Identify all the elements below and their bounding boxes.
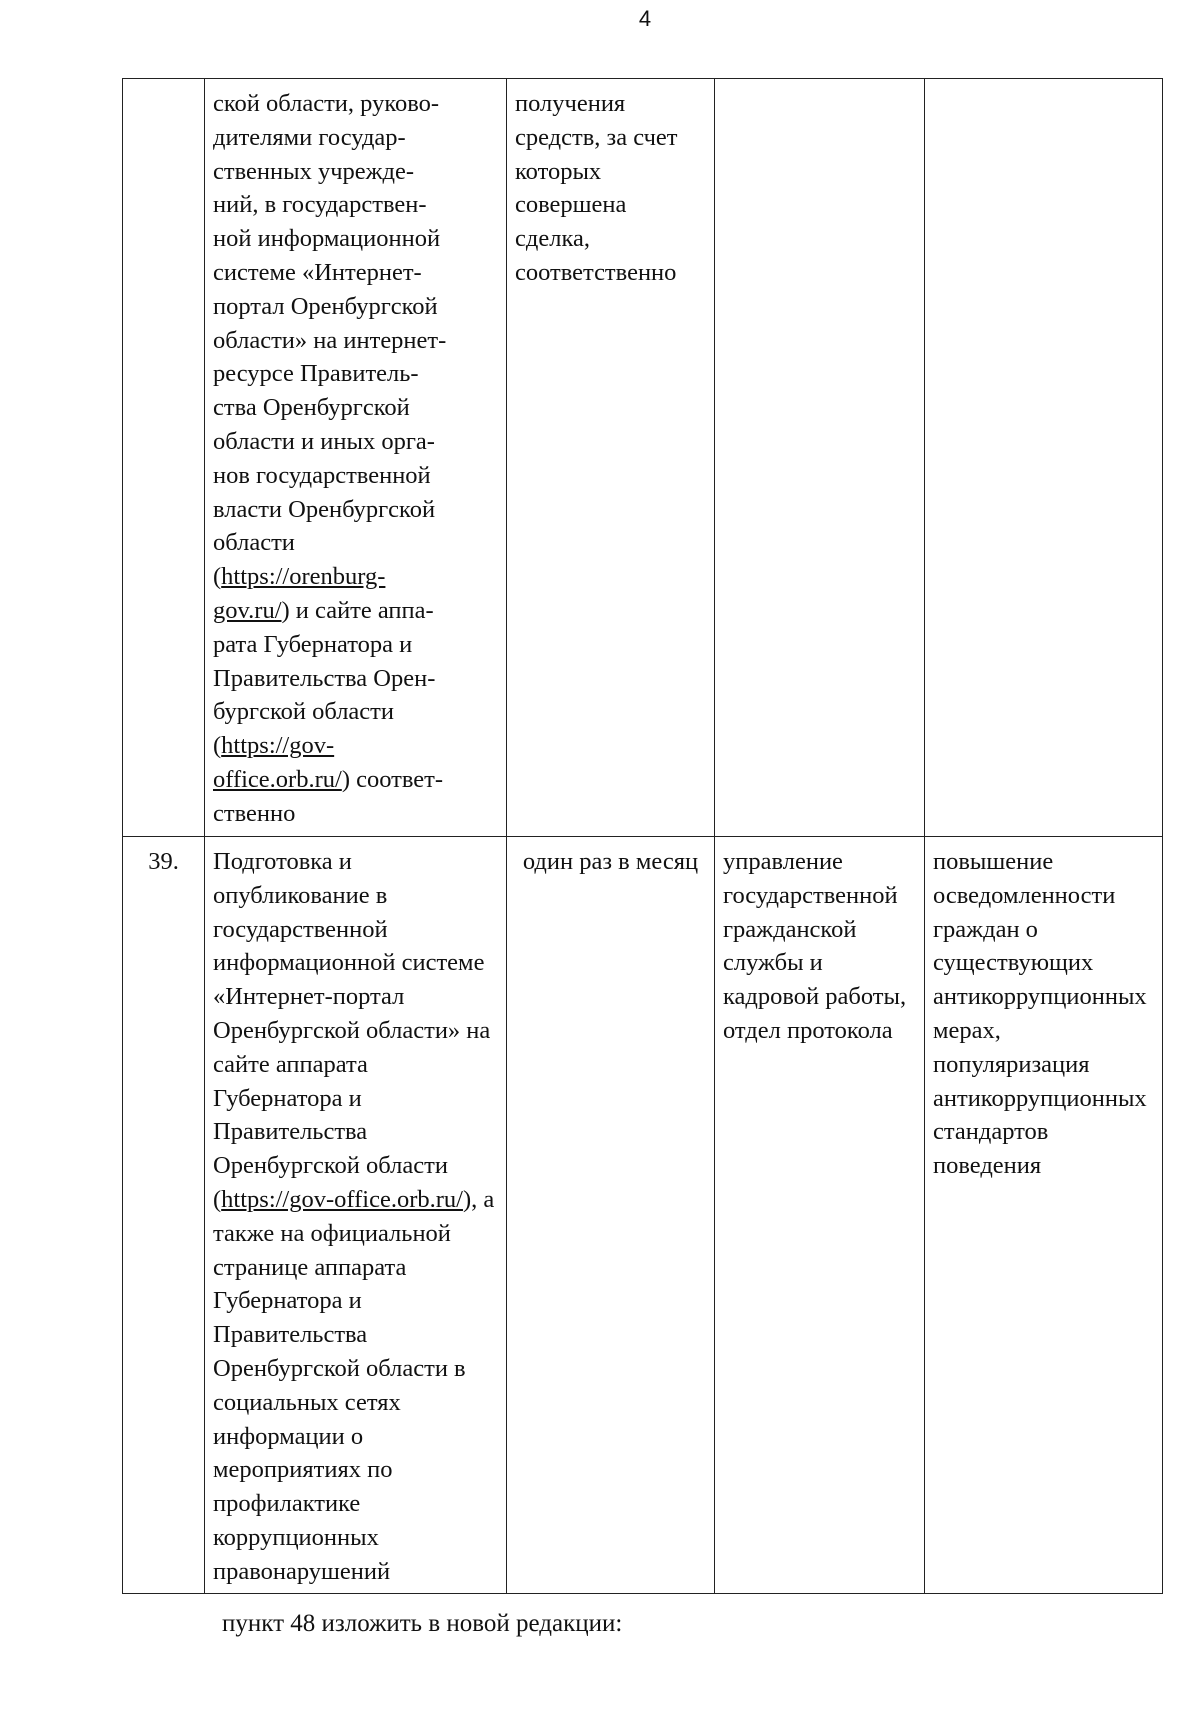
measure-text [213,87,498,560]
measure-line: ской области, руково- [213,90,440,117]
table-row-39 [123,837,1163,1594]
result-cell [925,79,1163,837]
measure-line: области» на интернет- [213,326,447,354]
orenburg-gov-link[interactable]: https://orenburg- [221,563,386,591]
measure-line: ресурсе Правитель- [213,360,419,388]
measure-line: дителями государ- [213,123,406,151]
measure-link2-line: (https://gov- [213,732,335,760]
measure-text: Подготовка и опубликование в государственной информационной системе «Интернет-портал Оренбургской области» на сайте аппарата Губернатора и Правительства Оренбургской области ( [213,848,491,1213]
row-number-cell: 39. [123,837,205,1594]
measure-line: нов государственной [213,461,431,489]
measure-line: ственных учрежде- [213,157,415,185]
orenburg-gov-link-continued[interactable]: gov.ru/ [213,596,282,624]
measure-line: области [213,529,295,557]
deadline-cell: получения средств, за счет которых совершена сделка, соответственно [507,79,715,837]
gov-office-link[interactable]: https://gov-office.orb.ru/ [221,1185,463,1213]
measure-line: ний, в государствен- [213,191,427,219]
responsible-cell [715,79,925,837]
gov-office-link[interactable]: https://gov- [221,732,335,760]
footer-instruction: пункт 48 изложить в новой редакции: [222,1610,623,1637]
measure-line: рата Губернатора и [213,630,413,658]
measure-end: ственно [213,799,296,827]
measures-table [122,78,1163,1594]
result-cell: повышение осведомленности граждан о существующих антикоррупционных мерах, популяризация антикоррупционных стандартов поведения [925,837,1163,1594]
measure-cell [205,79,507,837]
measure-line: портал Оренбургской [213,292,438,320]
measure-link2-line-2 [213,763,498,797]
measure-line: системе «Интернет- [213,258,422,286]
measure-text-tail: ), а также на официальной странице аппарата Губернатора и Правительства Оренбургской области в социальных сетях информации о мероприятиях по профилактике коррупционных правонарушений [213,1185,495,1585]
measure-link-line-2 [213,594,498,628]
measure-line: бургской области [213,698,394,726]
measure-link-line: (https://orenburg- [213,563,386,591]
gov-office-link-continued[interactable]: office.orb.ru/ [213,765,342,793]
row-number-cell [123,79,205,837]
page-number: 4 [638,6,652,31]
measure-text-tail [213,628,498,729]
measure-line: ной информационной [213,225,441,253]
table-row-continued [123,79,1163,837]
measure-line: области и иных орга- [213,427,435,455]
measure-cell [205,837,507,1594]
deadline-cell: один раз в месяц [507,837,715,1594]
measure-line: Правительства Орен- [213,664,436,692]
measure-after-link1: ) и сайте аппа- [281,596,434,624]
measure-after-link2: ) соответ- [341,765,444,793]
measure-line: власти Оренбургской [213,495,436,523]
measure-line: ства Оренбургской [213,394,410,422]
responsible-cell: управление государственной гражданской службы и кадровой работы, отдел протокола [715,837,925,1594]
